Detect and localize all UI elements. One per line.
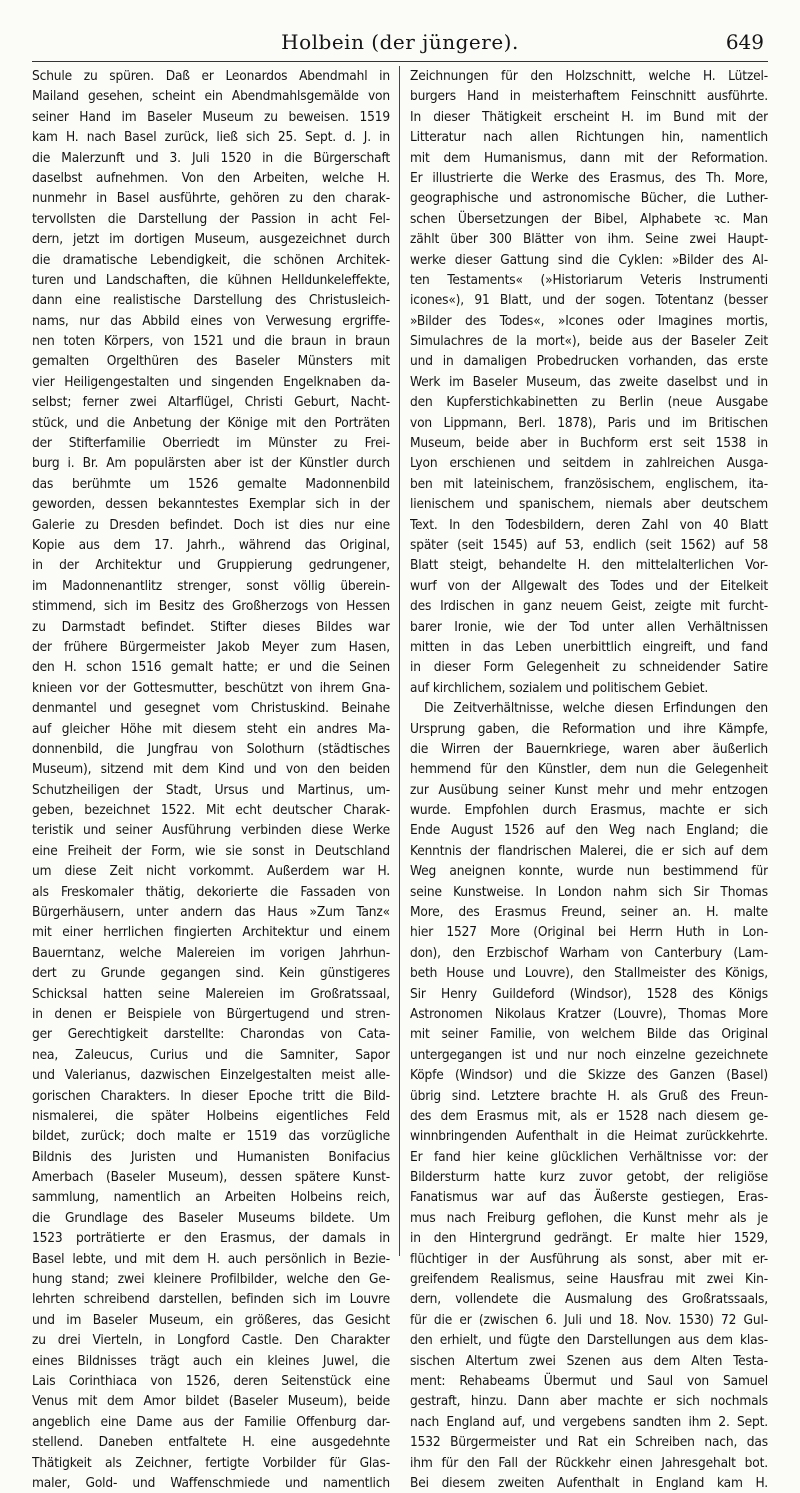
text-line: tervollsten die Darstellung der Passion in acht Fel-: [32, 209, 390, 229]
text-line: Bei diesem zweiten Aufenthalt in England kam H.: [410, 1473, 768, 1493]
text-line: in dieser Form Gelegenheit zu schneidender Satire: [410, 657, 768, 677]
text-line: übrig sind. Letztere brachte H. als Gruß des Freun-: [410, 1086, 768, 1106]
text-line: Blatt steigt, behandelte H. den mittelalterlichen Vor-: [410, 555, 768, 575]
text-line: ger Gerechtigkeit darstellte: Charondas von Cata-: [32, 1024, 390, 1044]
text-line: dern, vollendete die Ausmalung des Großratssaals,: [410, 1289, 768, 1309]
text-line: seiner Hand im Baseler Museum zu beweisen. 1519: [32, 107, 390, 127]
text-line: greifendem Realismus, seine Hausfrau mit zwei Kin-: [410, 1269, 768, 1289]
text-line: don), den Erzbischof Warham von Canterbury (Lam-: [410, 943, 768, 963]
text-line: eine Freiheit der Form, wie sie sonst in Deutschland: [32, 841, 390, 861]
text-line: stellend. Daneben entfaltete H. eine ausgedehnte: [32, 1432, 390, 1452]
text-line: gorischen Charakters. In dieser Epoche tritt die Bild-: [32, 1086, 390, 1106]
text-line: die Malerzunft und 3. Juli 1520 in die Bürgerschaft: [32, 148, 390, 168]
text-line: auf gleicher Höhe mit diesem steht ein andres Ma-: [32, 719, 390, 739]
text-line: Museum), sitzend mit dem Kind und von den beiden: [32, 759, 390, 779]
text-line: das berühmte um 1526 gemalte Madonnenbild: [32, 474, 390, 494]
text-line: die Grundlage des Baseler Museums bildete. Um: [32, 1208, 390, 1228]
text-columns: [32, 66, 768, 1275]
text-line: geworden, dessen bekanntestes Exemplar sich in der: [32, 494, 390, 514]
text-line: den erhielt, und fügte den Darstellungen aus dem klas-: [410, 1330, 768, 1350]
text-line: die dramatische Lebendigkeit, die schönen Architek-: [32, 250, 390, 270]
text-line: mit einer herrlichen fingierten Architektur und einem: [32, 922, 390, 942]
text-line: Museum, beide aber in Buchform erst seit 1538 in: [410, 433, 768, 453]
text-line: denmantel und gesegnet vom Christuskind. Beinahe: [32, 698, 390, 718]
text-line: dann eine realistische Darstellung des Christusleich-: [32, 290, 390, 310]
text-line: Köpfe (Windsor) und die Skizze des Ganzen (Basel): [410, 1065, 768, 1085]
text-line: des Irdischen in ganz neuem Geist, zeigte mit furcht-: [410, 596, 768, 616]
text-line: Simulachres de la mort«), beide aus der Baseler Zeit: [410, 331, 768, 351]
text-line: zählt über 300 Blätter von ihm. Seine zwei Haupt-: [410, 229, 768, 249]
text-line: kam H. nach Basel zurück, ließ sich 25. Sept. d. J. in: [32, 127, 390, 147]
page-number: 649: [726, 30, 764, 54]
text-line: Bildnis des Juristen und Humanisten Bonifacius: [32, 1147, 390, 1167]
text-line: vier Heiligengestalten und singenden Engelknaben da-: [32, 372, 390, 392]
text-line: Schicksal hatten seine Malereien im Großratssaal,: [32, 984, 390, 1004]
text-line: Basel lebte, und mit dem H. auch persönlich in Bezie-: [32, 1249, 390, 1269]
text-line: Bildersturm hatte kurz zuvor getobt, der religiöse: [410, 1167, 768, 1187]
text-line: Thätigkeit als Zeichner, fertigte Vorbilder für Glas-: [32, 1453, 390, 1473]
text-line: flüchtiger in der Ausführung als sonst, aber mit er-: [410, 1249, 768, 1269]
text-line: knieen vor der Gottesmutter, beschützt von ihrem Gna-: [32, 678, 390, 698]
text-line: angeblich eine Dame aus der Familie Offenburg dar-: [32, 1412, 390, 1432]
text-line: wurf von der Allgewalt des Todes und der Eitelkeit: [410, 576, 768, 596]
page-title: Holbein (der jüngere).: [32, 30, 768, 54]
left-column: [32, 66, 390, 1493]
text-line: Die Zeitverhältnisse, welche diesen Erfindungen den: [410, 698, 768, 718]
text-line: dert zu Grunde gegangen sind. Kein günstigeres: [32, 963, 390, 983]
text-line: ten Testaments« (»Historiarum Veteris Instrumenti: [410, 270, 768, 290]
text-line: winnbringenden Aufenthalt in die Heimat zurückkehrte.: [410, 1126, 768, 1146]
text-line: mit dem Humanismus, dann mit der Reformation.: [410, 148, 768, 168]
text-line: hemmend für den Künstler, dem nun die Gelegenheit: [410, 759, 768, 779]
text-line: die Wirren der Bauernkriege, waren aber äußerlich: [410, 739, 768, 759]
text-line: und Valerianus, dazwischen Einzelgestalten meist alle-: [32, 1065, 390, 1085]
text-line: maler, Gold- und Waffenschmiede und namentlich: [32, 1473, 390, 1493]
text-line: den Kupferstichkabinetten zu Berlin (neue Ausgabe: [410, 392, 768, 412]
text-line: dern, jetzt im dortigen Museum, ausgezeichnet durch: [32, 229, 390, 249]
running-header: [32, 26, 768, 62]
text-line: Lyon erschienen und seitdem in zahlreichen Ausga-: [410, 453, 768, 473]
text-line: und in damaligen Probedrucken vorhanden, das erste: [410, 351, 768, 371]
text-line: sischen Altertum zwei Szenen aus dem Alten Testa-: [410, 1351, 768, 1371]
right-column: [410, 66, 768, 1493]
text-line: burg i. Br. Am populärsten aber ist der Künstler durch: [32, 453, 390, 473]
text-line: turen und Landschaften, die kühnen Helldunkeleffekte,: [32, 270, 390, 290]
text-line: seine Kunstweise. In London nahm sich Sir Thomas: [410, 882, 768, 902]
text-line: geben, bezeichnet 1522. Mit echt deutscher Charak-: [32, 800, 390, 820]
text-line: 1523 porträtierte er den Erasmus, der damals in: [32, 1228, 390, 1248]
text-line: Er fand hier keine glücklichen Verhältnisse vor: der: [410, 1147, 768, 1167]
text-line: stimmend, sich im Besitz des Großherzogs von Hessen: [32, 596, 390, 616]
text-line: lienischem und spanischem, niemals aber deutschem: [410, 494, 768, 514]
text-line: und im Baseler Museum, ein größeres, das Gesicht: [32, 1310, 390, 1330]
text-line: nen toten Körpers, von 1521 und die braun in braun: [32, 331, 390, 351]
text-line: burgers Hand in meisterhaftem Feinschnitt ausführte.: [410, 86, 768, 106]
text-line: werke dieser Gattung sind die Cyklen: »Bilder des Al-: [410, 250, 768, 270]
text-line: More, des Erasmus Freund, seiner an. H. malte: [410, 902, 768, 922]
text-line: in den Hintergrund gedrängt. Er malte hier 1529,: [410, 1228, 768, 1248]
text-line: ben mit lateinischem, französischem, englischem, ita-: [410, 474, 768, 494]
text-line: nams, nur das Abbild eines von Verwesung ergriffe-: [32, 311, 390, 331]
text-line: Mailand gesehen, scheint ein Abendmahlsgemälde von: [32, 86, 390, 106]
text-line: hier 1527 More (Original bei Herrn Huth in Lon-: [410, 922, 768, 942]
text-line: gemalten Orgelthüren des Baseler Münsters mit: [32, 351, 390, 371]
text-line: der Stifterfamilie Oberriedt im Münster zu Frei-: [32, 433, 390, 453]
text-line: stück, und die Anbetung der Könige mit den Porträten: [32, 413, 390, 433]
text-line: Ursprung gaben, die Reformation und ihre Kämpfe,: [410, 719, 768, 739]
text-line: schen Übersetzungen der Bibel, Alphabete ꝛc. Man: [410, 209, 768, 229]
text-line: nismalerei, die später Holbeins eigentliches Feld: [32, 1106, 390, 1126]
text-line: Er illustrierte die Werke des Erasmus, des Th. More,: [410, 168, 768, 188]
text-line: Litteratur nach allen Richtungen hin, namentlich: [410, 127, 768, 147]
text-line: geographische und astronomische Bücher, die Luther-: [410, 188, 768, 208]
text-line: Werk im Baseler Museum, das zweite daselbst und in: [410, 372, 768, 392]
text-line: Schutzheiligen der Stadt, Ursus und Martinus, um-: [32, 780, 390, 800]
text-line: zu Darmstadt befindet. Stifter dieses Bildes war: [32, 617, 390, 637]
text-line: beth House und Louvre), den Stallmeister des Königs,: [410, 963, 768, 983]
text-line: später (seit 1545) auf 53, endlich (seit 1562) auf 58: [410, 535, 768, 555]
text-line: hung stand; zwei kleinere Profilbilder, welche den Ge-: [32, 1269, 390, 1289]
header-rule: [32, 61, 768, 62]
text-line: sammlung, namentlich an Arbeiten Holbeins reich,: [32, 1187, 390, 1207]
text-line: um diese Zeit nicht vorkommt. Außerdem war H.: [32, 861, 390, 881]
text-line: untergegangen ist und nur noch einzelne gezeichnete: [410, 1045, 768, 1065]
text-line: In dieser Thätigkeit erscheint H. im Bund mit der: [410, 107, 768, 127]
text-line: des dem Erasmus mit, als er 1528 nach diesem ge-: [410, 1106, 768, 1126]
text-line: selbst; ferner zwei Altarflügel, Christi Geburt, Nacht-: [32, 392, 390, 412]
text-line: mus nach Freiburg geflohen, die Kunst mehr als je: [410, 1208, 768, 1228]
text-line: icones«), 91 Blatt, und der sogen. Totentanz (besser: [410, 290, 768, 310]
text-line: Astronomen Nikolaus Kratzer (Louvre), Thomas More: [410, 1004, 768, 1024]
text-line: barer Ironie, wie der Tod unter allen Verhältnissen: [410, 617, 768, 637]
text-line: Bürgerhäusern, unter andern das Haus »Zum Tanz«: [32, 902, 390, 922]
text-line: der frühere Bürgermeister Jakob Meyer zum Hasen,: [32, 637, 390, 657]
column-divider: [399, 66, 400, 1256]
text-line: auf kirchlichem, sozialem und politischem Gebiet.: [410, 678, 768, 698]
text-line: von Lippmann, Berl. 1878), Paris und im Britischen: [410, 413, 768, 433]
text-line: teristik und seiner Ausführung verbinden diese Werke: [32, 820, 390, 840]
text-line: nea, Zaleucus, Curius und die Samniter, Sapor: [32, 1045, 390, 1065]
text-line: Lais Corinthiaca von 1526, deren Seitenstück eine: [32, 1371, 390, 1391]
text-line: Fanatismus war auf das Äußerste gestiegen, Eras-: [410, 1187, 768, 1207]
text-line: zur Ausübung seiner Kunst mehr und mehr entzogen: [410, 780, 768, 800]
text-line: mitten in das Leben unerbittlich eingreift, und fand: [410, 637, 768, 657]
text-line: »Bilder des Todes«, »Icones oder Imagines mortis,: [410, 311, 768, 331]
text-line: Amerbach (Baseler Museum), dessen spätere Kunst-: [32, 1167, 390, 1187]
text-line: 1532 Bürgermeister und Rat ein Schreiben nach, das: [410, 1432, 768, 1452]
text-line: Bauerntanz, welche Malereien im vorigen Jahrhun-: [32, 943, 390, 963]
text-line: als Freskomaler thätig, dekorierte die Fassaden von: [32, 882, 390, 902]
text-line: Kenntnis der flandrischen Malerei, die er sich auf dem: [410, 841, 768, 861]
text-line: mit seiner Familie, von welchem Bilde das Original: [410, 1024, 768, 1044]
text-line: donnenbild, die Jungfrau von Solothurn (städtisches: [32, 739, 390, 759]
text-line: Sir Henry Guildeford (Windsor), 1528 des Königs: [410, 984, 768, 1004]
text-line: Text. In den Todesbildern, deren Zahl von 40 Blatt: [410, 515, 768, 535]
text-line: Venus mit dem Amor bildet (Baseler Museum), beide: [32, 1391, 390, 1411]
text-line: Ende August 1526 auf den Weg nach England; die: [410, 820, 768, 840]
text-line: in der Architektur und Gruppierung gedrungener,: [32, 555, 390, 575]
text-line: nunmehr in Basel ausführte, gehören zu den charak-: [32, 188, 390, 208]
text-line: eines Bildnisses trägt auch ein kleines Juwel, die: [32, 1351, 390, 1371]
text-line: ihm für den Fall der Rückkehr einen Jahresgehalt bot.: [410, 1453, 768, 1473]
text-line: bildet, zurück; doch malte er 1519 das vorzügliche: [32, 1126, 390, 1146]
text-line: den H. schon 1516 gemalt hatte; er und die Seinen: [32, 657, 390, 677]
text-line: nach England auf, und vergebens sandten ihm 2. Sept.: [410, 1412, 768, 1432]
text-line: Zeichnungen für den Holzschnitt, welche H. Lützel-: [410, 66, 768, 86]
text-line: wurde. Empfohlen durch Erasmus, machte er sich: [410, 800, 768, 820]
text-line: Weg aneignen konnte, wurde nun bestimmend für: [410, 861, 768, 881]
text-line: daselbst aufnehmen. Von den Arbeiten, welche H.: [32, 168, 390, 188]
text-line: lehrten schreibend darstellen, befinden sich im Louvre: [32, 1289, 390, 1309]
text-line: Kopie aus dem 17. Jahrh., während das Original,: [32, 535, 390, 555]
text-line: für die er (zwischen 6. Juli und 18. Nov. 1530) 72 Gul-: [410, 1310, 768, 1330]
text-line: im Madonnenantlitz strenger, sonst völlig überein-: [32, 576, 390, 596]
text-line: Schule zu spüren. Daß er Leonardos Abendmahl in: [32, 66, 390, 86]
text-line: ment: Rehabeams Übermut und Saul von Samuel: [410, 1371, 768, 1391]
text-line: in denen er Beispiele von Bürgertugend und stren-: [32, 1004, 390, 1024]
text-line: zu drei Vierteln, in Longford Castle. Den Charakter: [32, 1330, 390, 1350]
text-line: Galerie zu Dresden befindet. Doch ist dies nur eine: [32, 515, 390, 535]
text-line: gestraft, hinzu. Dann aber machte er sich nochmals: [410, 1391, 768, 1411]
